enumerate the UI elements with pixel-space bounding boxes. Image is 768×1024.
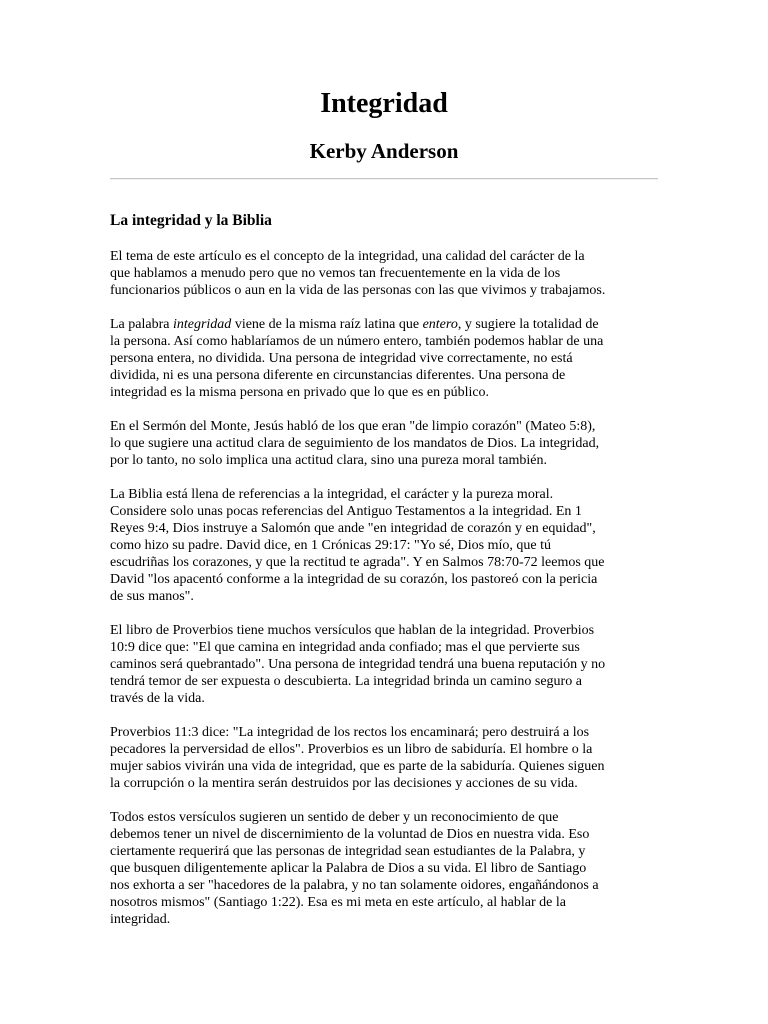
paragraph-5 <box>110 622 658 707</box>
text-line: En el Sermón del Monte, Jesús habló de los que eran "de limpio corazón" (Mateo 5:8), <box>110 419 596 434</box>
text-line: escudriñas los corazones, y que la rectitud te agrada". Y en Salmos 78:70-72 leemos que <box>110 555 605 570</box>
text-line: que busquen diligentemente aplicar la Palabra de Dios a su vida. El libro de Santiago <box>110 861 587 876</box>
text-line: por lo tanto, no solo implica una actitud clara, sino una pureza moral también. <box>110 453 547 468</box>
text-line: Considere solo unas pocas referencias del Antiguo Testamentos a la integridad. En 1 <box>110 504 582 519</box>
document-title: Integridad <box>320 88 448 119</box>
text-line: La Biblia está llena de referencias a la integridad, el carácter y la pureza moral. <box>110 487 554 502</box>
document-author: Kerby Anderson <box>309 139 459 163</box>
paragraph-1 <box>110 248 658 299</box>
text-line: Todos estos versículos sugieren un sentido de deber y un reconocimiento de que <box>110 810 559 825</box>
text-line: nosotros mismos" (Santiago 1:22). Esa es mi meta en este artículo, al hablar de la <box>110 895 566 910</box>
text-line: David "los apacentó conforme a la integridad de su corazón, los pastoreó con la pericia <box>110 572 598 587</box>
paragraph-2 <box>110 316 658 401</box>
text-line: lo que sugiere una actitud clara de seguimiento de los mandatos de Dios. La integridad, <box>110 436 600 451</box>
text-line: la persona. Así como hablaríamos de un número entero, también podemos hablar de una <box>110 334 604 349</box>
text-line: debemos tener un nivel de discernimiento de la voluntad de Dios en nuestra vida. Eso <box>110 827 590 842</box>
text-line: integridad es la misma persona en privado que lo que es en público. <box>110 385 490 400</box>
emphasis-entero: entero <box>422 317 458 332</box>
text-line: El libro de Proverbios tiene muchos versículos que hablan de la integridad. Proverbios <box>110 623 595 638</box>
emphasis-integridad: integridad <box>172 317 232 332</box>
paragraph-6 <box>110 724 658 792</box>
text-line: dividida, ni es una persona diferente en circunstancias diferentes. Una persona de <box>110 368 566 383</box>
text-line: ciertamente requerirá que las personas de integridad sean estudiantes de la Palabra, y <box>110 844 586 859</box>
text-line: funcionarios públicos o aun en la vida de las personas con las que vivimos y trabajamos. <box>110 283 606 298</box>
section-heading: La integridad y la Biblia <box>110 212 272 229</box>
text-line: tendrá temor de ser expuesta o descubierta. La integridad brinda un camino seguro a <box>110 674 582 689</box>
text-line: de sus manos". <box>110 589 194 604</box>
paragraph-3 <box>110 418 658 469</box>
text-line: que hablamos a menudo pero que no vemos tan frecuentemente en la vida de los <box>110 266 561 281</box>
text-line: como hizo su padre. David dice, en 1 Crónicas 29:17: "Yo sé, Dios mío, que tú <box>110 538 551 553</box>
paragraph-4 <box>110 486 658 605</box>
paragraph-7 <box>110 809 658 928</box>
text-line: Reyes 9:4, Dios instruye a Salomón que ande "en integridad de corazón y en equidad", <box>110 521 596 536</box>
text-run: , y sugiere la totalidad de <box>457 317 599 332</box>
text-line: nos exhorta a ser "hacedores de la palabra, y no tan solamente oidores, engañándonos a <box>110 878 599 893</box>
text-line <box>110 316 658 333</box>
text-line: persona entera, no dividida. Una persona de integridad vive correctamente, no está <box>110 351 573 366</box>
text-line: integridad. <box>110 912 171 927</box>
text-line: 10:9 dice que: "El que camina en integridad anda confiado; mas el que pervierte sus <box>110 640 580 655</box>
text-line: pecadores la perversidad de ellos". Proverbios es un libro de sabiduría. El hombre o la <box>110 742 593 757</box>
text-line: la corrupción o la mentira serán destruidos por las decisiones y acciones de su vida. <box>110 776 578 791</box>
text-run: viene de la misma raíz latina que <box>231 317 423 332</box>
text-run: La palabra <box>110 317 173 332</box>
horizontal-divider <box>110 178 658 180</box>
text-line: través de la vida. <box>110 691 205 706</box>
text-line: Proverbios 11:3 dice: "La integridad de los rectos los encaminará; pero destruirá a los <box>110 725 590 740</box>
text-line: caminos será quebrantado". Una persona de integridad tendrá una buena reputación y no <box>110 657 606 672</box>
text-line: mujer sabios vivirán una vida de integridad, que es parte de la sabiduría. Quienes siguen <box>110 759 605 774</box>
text-line: El tema de este artículo es el concepto de la integridad, una calidad del carácter de la <box>110 249 585 264</box>
document-body <box>110 248 658 945</box>
